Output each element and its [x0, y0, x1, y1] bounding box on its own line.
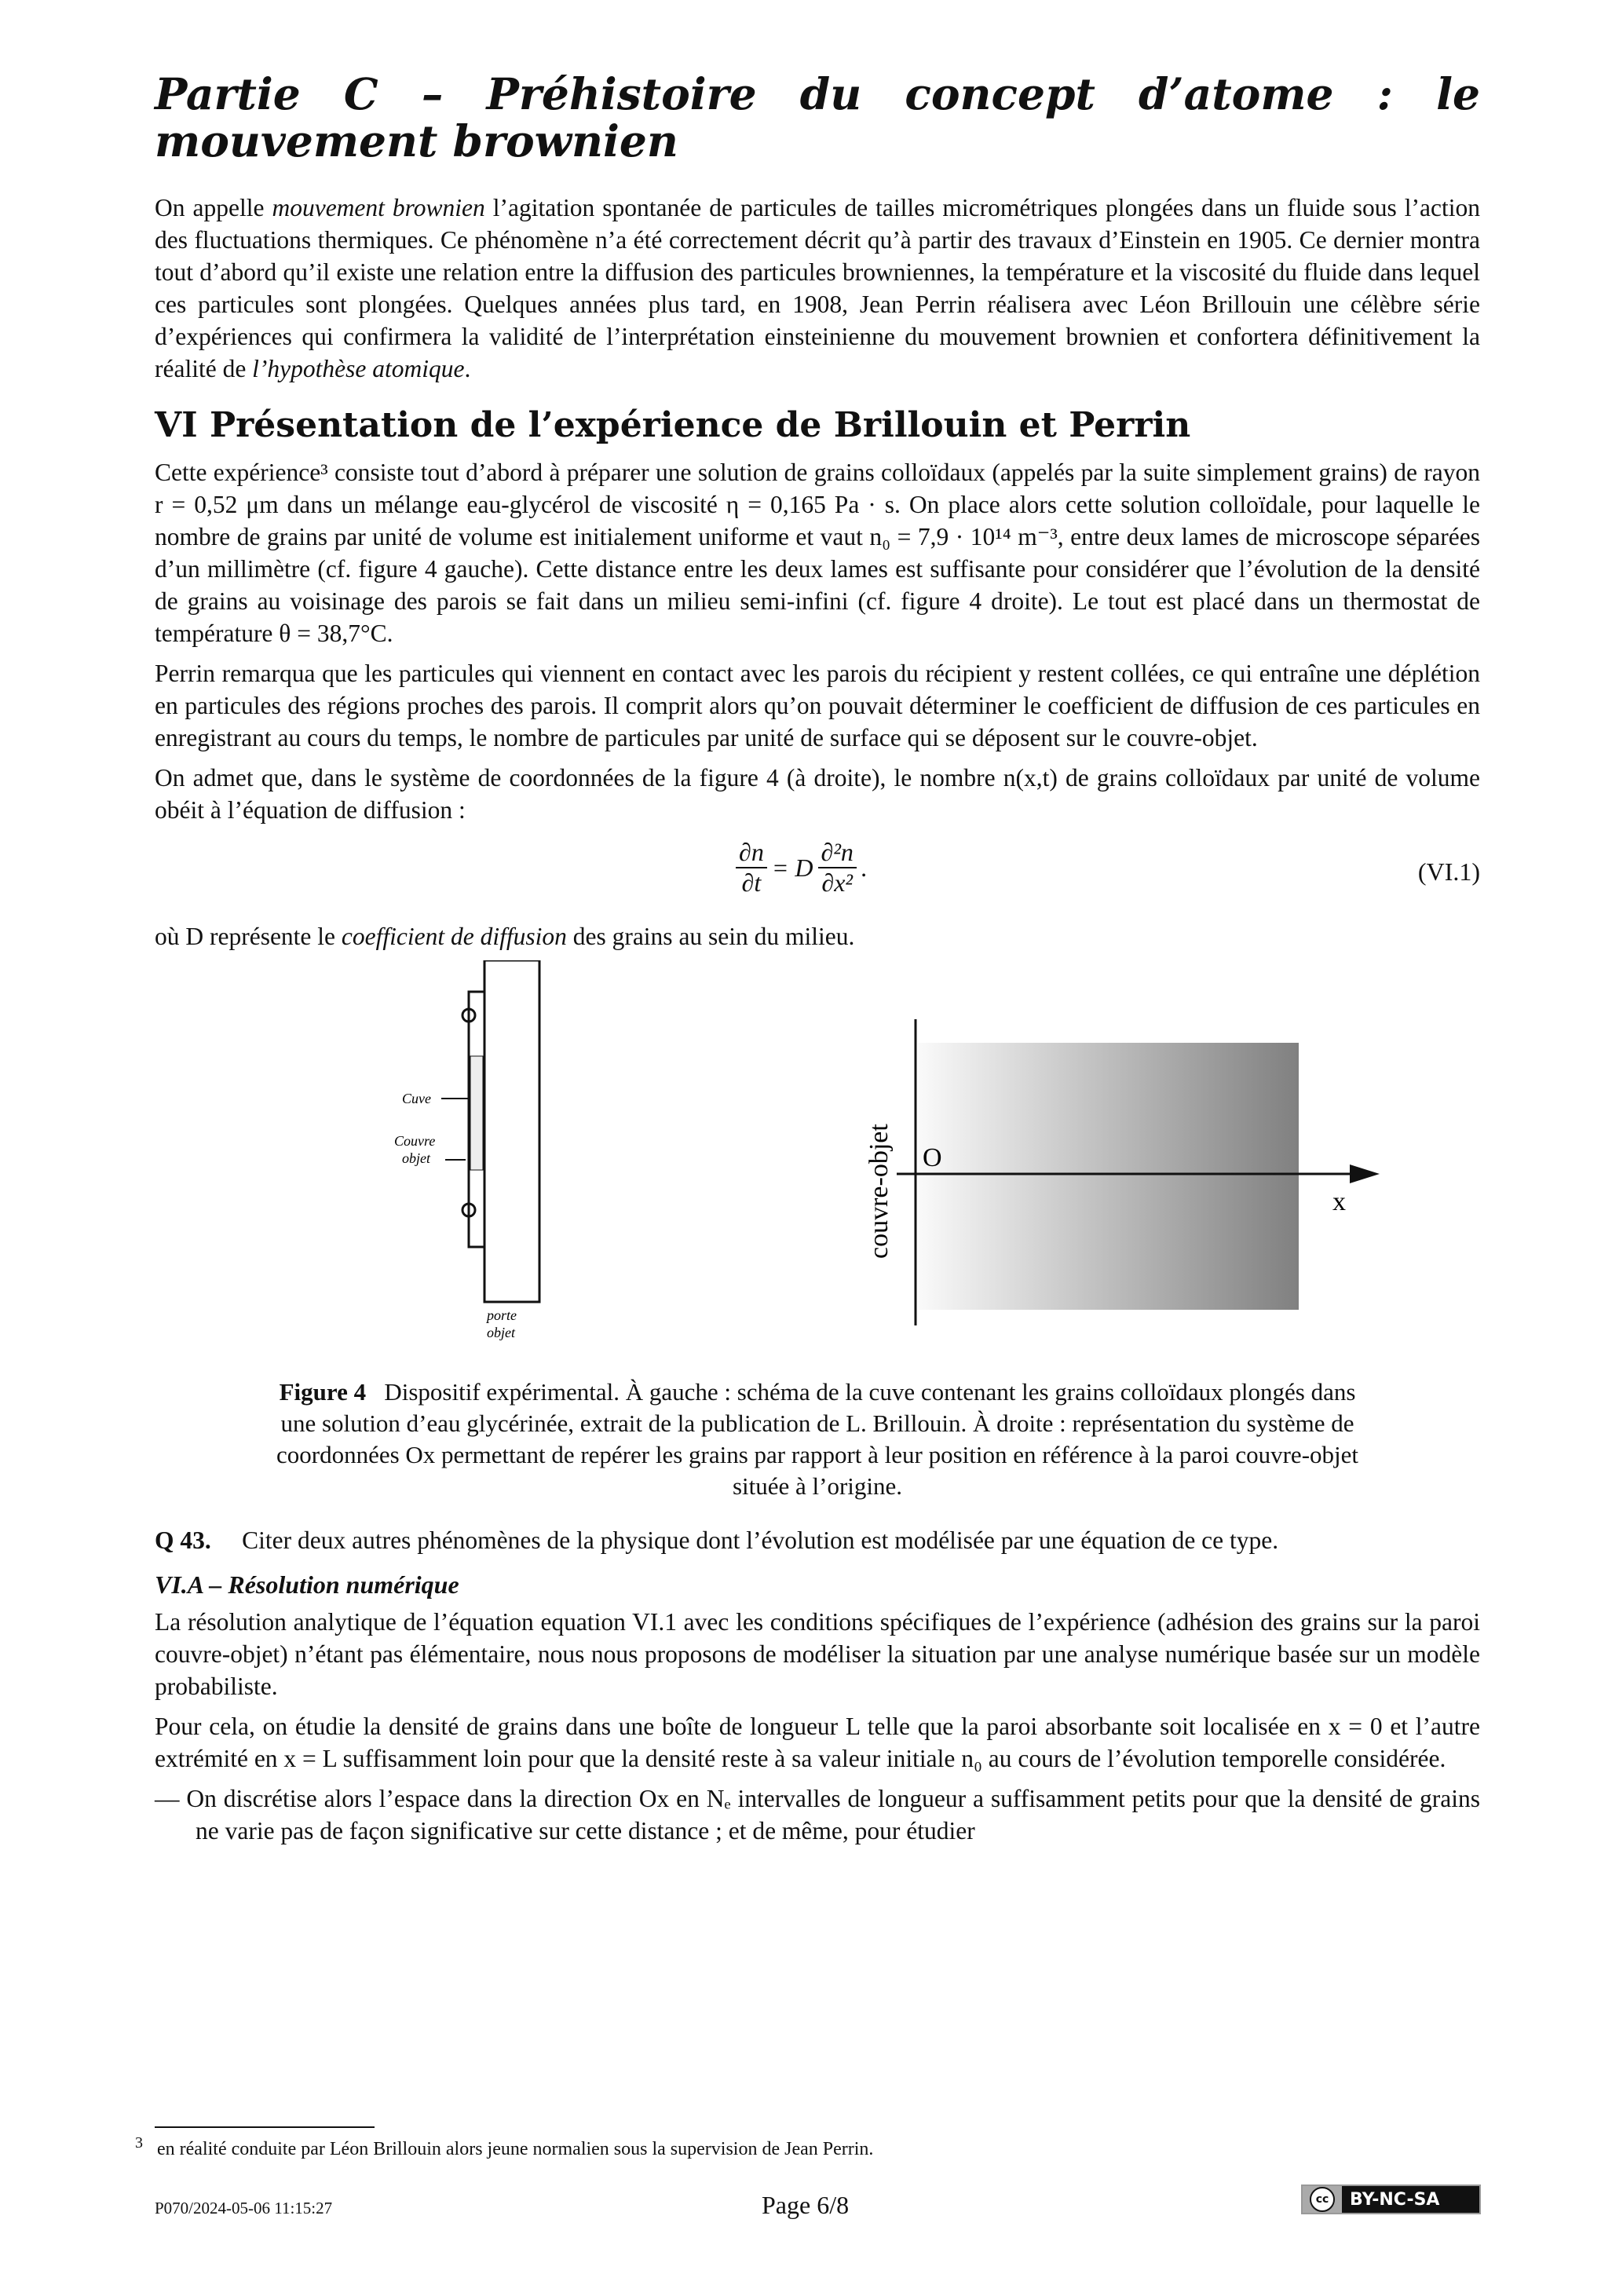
part-title: Partie C – Préhistoire du concept d’atome : le mouvement brownien: [155, 68, 1480, 166]
figure-4: [155, 960, 1480, 1369]
eq-op: = D: [771, 853, 813, 882]
paragraph: On admet que, dans le système de coordonnées de la figure 4 (à droite), le nombre n(x,t) de grains colloïdaux par unité de volume obéit à l’équation de diffusion :: [155, 764, 1480, 824]
question-label: Q 43.: [155, 1526, 211, 1554]
bullet-list: [155, 1782, 1480, 1847]
section-heading: VI Présentation de l’expérience de Brillouin et Perrin: [155, 405, 1191, 445]
text: On appelle: [155, 194, 272, 221]
origin-label: O: [923, 1143, 942, 1172]
footnote-text: en réalité conduite par Léon Brillouin alors jeune normalien sous la supervision de Jean Perrin.: [157, 2139, 874, 2159]
page-content: [155, 68, 1481, 1847]
arrow-icon: [1350, 1164, 1380, 1183]
footer-id: P070/2024-05-06 11:15:27: [155, 2199, 333, 2217]
question-text: Citer deux autres phénomènes de la physique dont l’évolution est modélisée par une équation de ce type.: [242, 1526, 1279, 1554]
license-badge: [1301, 2184, 1481, 2214]
paragraph: Pour cela, on étudie la densité de grains dans une boîte de longueur L telle que la paroi absorbante soit localisée en x = 0 et l’autre extrémité en x = L suffisamment loin pour que la densité reste à sa valeur initiale n₀ au cours de l’évolution temporelle considérée.: [155, 1713, 1480, 1772]
label-objet: objet: [402, 1150, 430, 1166]
footnote-rule: [155, 2126, 375, 2128]
cuve-diagram: [441, 960, 539, 1302]
density-gradient: [918, 1043, 1299, 1310]
couvre-objet-label: couvre-objet: [865, 1124, 894, 1259]
footnote-mark: 3: [135, 2134, 143, 2152]
page-number: Page 6/8: [762, 2191, 850, 2219]
subsection-heading: VI.A – Résolution numérique: [155, 1570, 459, 1599]
text: des grains au sein du milieu.: [566, 923, 855, 950]
term: l’hypothèse atomique: [252, 355, 465, 382]
footnote: [135, 2134, 873, 2160]
term: mouvement brownien: [272, 194, 485, 221]
question-43: [155, 1524, 1480, 1556]
text: où D représente le: [155, 923, 342, 950]
label-cuve: Cuve: [402, 1091, 431, 1106]
equation-number: (VI.1): [1417, 857, 1480, 886]
caption-text: Dispositif expérimental. À gauche : schéma de la cuve contenant les grains colloïdaux plongés dans une solution d’eau glycérinée, extrait de la publication de L. Brillouin. À droite : représentation du système de coordonnées Ox permettant de repérer les grains par rapport à leur position en référence à la paroi couvre-objet située à l’origine.: [276, 1378, 1359, 1500]
list-item: — On discrétise alors l’espace dans la direction Ox en Nₑ intervalles de longueur a suffisamment petits pour que la densité de grains ne varie pas de façon significative sur cette distance ; et de même, pour étudier: [155, 1785, 1480, 1844]
intro-paragraph: [155, 192, 1480, 385]
eq-den: ∂t: [741, 868, 762, 897]
caption-label: Figure 4: [279, 1378, 367, 1406]
figure-drawing: [155, 960, 1480, 1369]
paragraph: [155, 920, 1480, 952]
x-axis-label: x: [1332, 1187, 1346, 1216]
label-porte-objet: objet: [487, 1325, 515, 1340]
text: .: [464, 355, 471, 382]
cuve-liquid: [470, 1056, 483, 1170]
label-couvre: Couvre: [394, 1133, 436, 1149]
eq-end: .: [861, 853, 868, 882]
eq-num: ∂²n: [818, 838, 857, 868]
paragraph: Cette expérience³ consiste tout d’abord à préparer une solution de grains colloïdaux (appelés par la suite simplement grains) de rayon r = 0,52 μm dans un mélange eau-glycérol de viscosité η = 0,165 Pa · s. On place alors cette solution colloïdale, pour laquelle le nombre de grains par unité de volume est initialement uniforme et vaut n₀ = 7,9 · 10¹⁴ m⁻³, entre deux lames de microscope séparées d’un millimètre (cf. figure 4 gauche). Cette distance entre les deux lames est suffisante pour considérer que l’évolution de la densité de grains au voisinage des parois se fait dans un milieu semi-infini (cf. figure 4 droite). Le tout est placé dans un thermostat de température θ = 38,7°C.: [155, 459, 1480, 647]
label-porte: porte: [487, 1307, 517, 1323]
eq-den: ∂x²: [821, 868, 854, 897]
license-text: BY-NC-SA: [1350, 2189, 1440, 2210]
paragraph: La résolution analytique de l’équation equation VI.1 avec les conditions spécifiques de l’expérience (adhésion des grains sur la paroi couvre-objet) n’étant pas élémentaire, nous nous proposons de modéliser la situation par une analyse numérique basée sur un modèle probabiliste.: [155, 1608, 1480, 1700]
paragraph: Perrin remarqua que les particules qui viennent en contact avec les parois du récipient y restent collées, ce qui entraîne une déplétion en particules des régions proches des parois. Il comprit alors qu’on pouvait déterminer le coefficient de diffusion de ces particules en enregistrant au cours du temps, le nombre de particules par unité de surface qui se déposent sur le couvre-objet.: [155, 660, 1480, 751]
eq-num: ∂n: [736, 838, 767, 868]
equation-vi1: [155, 834, 1480, 920]
text: l’agitation spontanée de particules de tailles micrométriques plongées dans un fluide sous l’action des fluctuations thermiques. Ce phénomène n’a été correctement décrit qu’à partir des travaux d’Einstein en 1905. Ce dernier montra tout d’abord qu’il existe une relation entre la diffusion des particules browniennes, la température et la viscosité du fluide dans lequel ces particules sont plongées. Quelques années plus tard, en 1908, Jean Perrin réalisera avec Léon Brillouin une célèbre série d’expériences qui confirmera la validité de l’interprétation einsteinienne du mouvement brownien et confortera définitivement la réalité de: [155, 194, 1481, 382]
cc-glyph: cc: [1310, 2187, 1335, 2212]
cc-icon: [1303, 2186, 1342, 2213]
figure-caption: [268, 1377, 1367, 1502]
term: coefficient de diffusion: [341, 923, 567, 950]
